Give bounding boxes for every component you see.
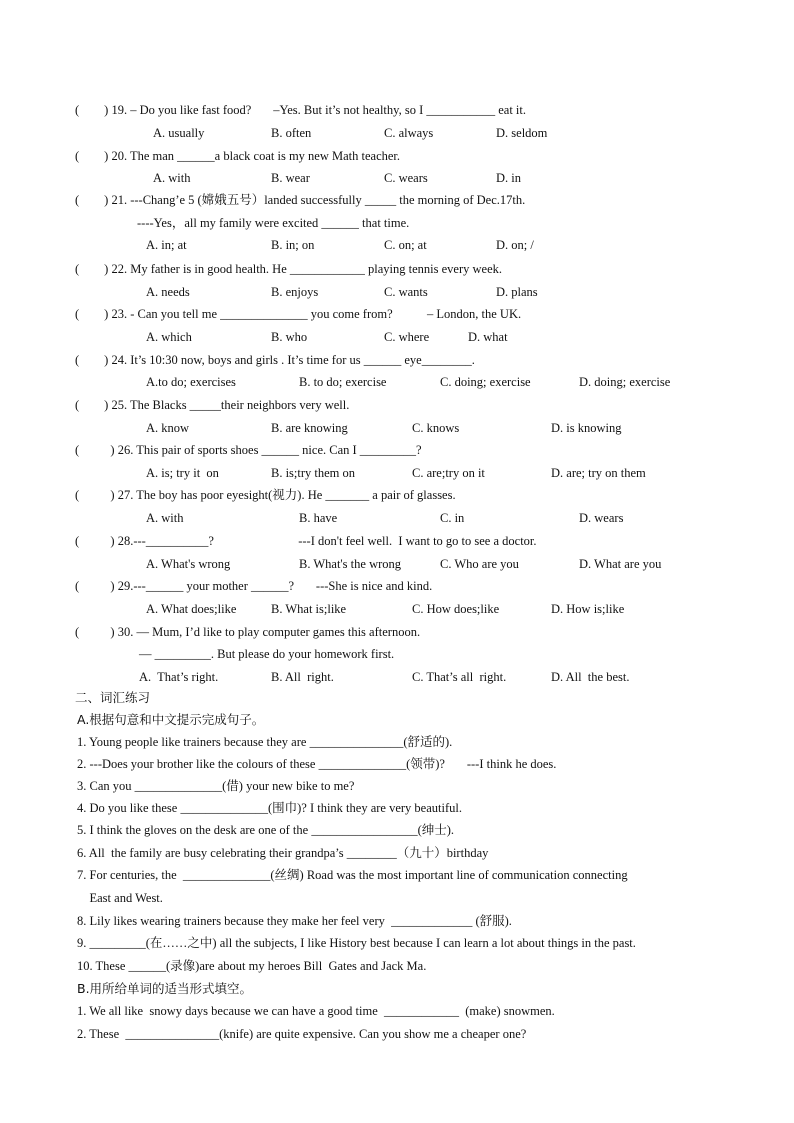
question-19-option-c: C. always — [384, 126, 434, 140]
question-30-response: — _________. But please do your homework first. — [139, 647, 395, 661]
question-27-option-d: D. wears — [579, 511, 624, 525]
question-22-option-d: D. plans — [496, 285, 538, 299]
question-29-option-c: C. How does;like — [412, 602, 500, 616]
section-2-title: 二、词汇练习 — [75, 690, 151, 705]
part-a-item: 10. These ______(录像)are about my heroes Bill Gates and Jack Ma. — [77, 959, 427, 973]
part-a-item: 6. All the family are busy celebrating their grandpa’s ________（九十）birthday — [77, 846, 489, 860]
question-25-option-c: C. knows — [412, 421, 460, 435]
question-30-option-c: C. That’s all right. — [412, 670, 507, 684]
part-a-item: 4. Do you like these ______________(围巾)? I think they are very beautiful. — [77, 801, 462, 815]
question-21-option-b: B. in; on — [271, 238, 315, 252]
question-30-option-b: B. All right. — [271, 670, 334, 684]
question-26-option-d: D. are; try on them — [551, 466, 646, 480]
question-21-option-d: D. on; / — [496, 238, 534, 252]
question-30: ( ) 30. — Mum, I’d like to play computer games this afternoon. — [75, 625, 421, 639]
question-24-option-d: D. doing; exercise — [579, 375, 671, 389]
question-29: ( ) 29.---______ your mother ______? ---She is nice and kind. — [75, 579, 433, 593]
part-b-item: 1. We all like snowy days because we can have a good time ____________ (make) snowmen. — [77, 1004, 555, 1018]
part-a-title: A.根据句意和中文提示完成句子。 — [77, 712, 265, 727]
question-27-option-a: A. with — [146, 511, 184, 525]
question-22-option-b: B. enjoys — [271, 285, 319, 299]
question-24-option-b: B. to do; exercise — [299, 375, 387, 389]
question-28-option-b: B. What's the wrong — [299, 557, 402, 571]
question-21: ( ) 21. ---Chang’e 5 (嫦娥五号）landed successfully _____ the morning of Dec.17th. — [75, 193, 526, 207]
question-30-option-d: D. All the best. — [551, 670, 630, 684]
question-21-option-a: A. in; at — [146, 238, 187, 252]
question-24: ( ) 24. It’s 10:30 now, boys and girls . It’s time for us ______ eye________. — [75, 353, 475, 367]
question-23-option-a: A. which — [146, 330, 192, 344]
question-25: ( ) 25. The Blacks _____their neighbors very well. — [75, 398, 350, 412]
question-27: ( ) 27. The boy has poor eyesight(视力). He _______ a pair of glasses. — [75, 488, 456, 502]
question-29-option-b: B. What is;like — [271, 602, 347, 616]
question-20-option-a: A. with — [153, 171, 191, 185]
question-25-option-b: B. are knowing — [271, 421, 348, 435]
question-23-option-c: C. where — [384, 330, 430, 344]
question-27-option-c: C. in — [440, 511, 465, 525]
question-30-option-a: A. That’s right. — [139, 670, 219, 684]
part-a-item: 3. Can you ______________(借) your new bike to me? — [77, 779, 355, 793]
question-26-option-b: B. is;try them on — [271, 466, 356, 480]
question-22-option-a: A. needs — [146, 285, 190, 299]
question-25-option-d: D. is knowing — [551, 421, 622, 435]
question-28: ( ) 28.---__________? ---I don't feel well. I want to go to see a doctor. — [75, 534, 537, 548]
part-a-item: East and West. — [77, 891, 163, 905]
part-a-item: 7. For centuries, the ______________(丝绸) Road was the most important line of communication connecting — [77, 868, 628, 882]
question-20-option-d: D. in — [496, 171, 521, 185]
part-a-item: 9. _________(在……之中) all the subjects, I like History best because I can learn a lot about things in the past. — [77, 936, 636, 950]
question-29-option-a: A. What does;like — [146, 602, 237, 616]
question-19-option-a: A. usually — [153, 126, 205, 140]
question-23-option-b: B. who — [271, 330, 308, 344]
part-a-item: 2. ---Does your brother like the colours of these ______________(领带)? ---I think he does. — [77, 757, 557, 771]
question-19-option-d: D. seldom — [496, 126, 548, 140]
question-24-option-c: C. doing; exercise — [440, 375, 531, 389]
question-21-response: ----Yes，all my family were excited ______ that time. — [137, 216, 410, 230]
question-20-option-b: B. wear — [271, 171, 310, 185]
question-25-option-a: A. know — [146, 421, 190, 435]
question-26: ( ) 26. This pair of sports shoes ______ nice. Can I _________? — [75, 443, 422, 457]
part-a-item: 1. Young people like trainers because they are _______________(舒适的). — [77, 735, 453, 749]
question-26-option-a: A. is; try it on — [146, 466, 219, 480]
question-27-option-b: B. have — [299, 511, 338, 525]
question-28-option-a: A. What's wrong — [146, 557, 231, 571]
question-23: ( ) 23. - Can you tell me ______________ you come from? – London, the UK. — [75, 307, 522, 321]
part-a-item: 8. Lily likes wearing trainers because they make her feel very _____________ (舒服). — [77, 914, 512, 928]
question-29-option-d: D. How is;like — [551, 602, 625, 616]
question-19-option-b: B. often — [271, 126, 312, 140]
question-20-option-c: C. wears — [384, 171, 428, 185]
question-22-option-c: C. wants — [384, 285, 428, 299]
question-28-option-c: C. Who are you — [440, 557, 519, 571]
question-20: ( ) 20. The man ______a black coat is my new Math teacher. — [75, 149, 401, 163]
part-b-title: B.用所给单词的适当形式填空。 — [77, 981, 253, 996]
question-24-option-a: A.to do; exercises — [146, 375, 236, 389]
question-19: ( ) 19. – Do you like fast food? –Yes. But it’s not healthy, so I ___________ eat it. — [75, 103, 527, 117]
question-21-option-c: C. on; at — [384, 238, 427, 252]
part-a-item: 5. I think the gloves on the desk are one of the _________________(绅士). — [77, 823, 455, 837]
question-28-option-d: D. What are you — [579, 557, 662, 571]
part-b-item: 2. These _______________(knife) are quite expensive. Can you show me a cheaper one? — [77, 1027, 527, 1041]
question-23-option-d: D. what — [468, 330, 508, 344]
question-26-option-c: C. are;try on it — [412, 466, 485, 480]
question-22: ( ) 22. My father is in good health. He ____________ playing tennis every week. — [75, 262, 502, 276]
